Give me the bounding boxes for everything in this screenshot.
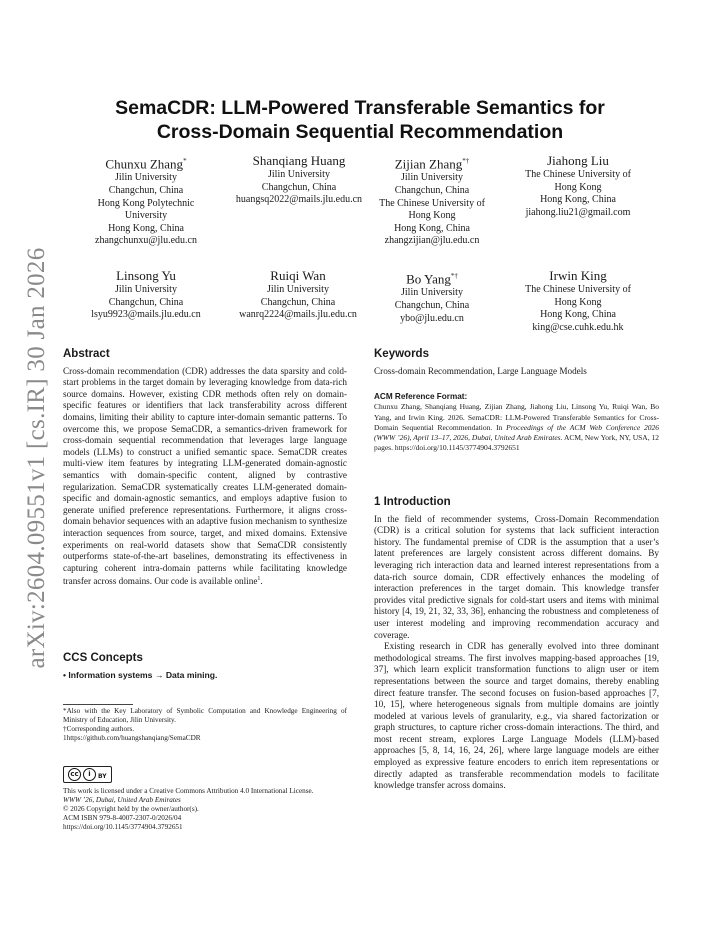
author-name: Linsong Yu: [116, 268, 176, 283]
abstract-section: Abstract Cross-domain recommendation (CDR) addresses the data sparsity and cold-start problems in the target domain by leveraging knowledge from data-rich source domains. However, existing CDR methods often rely on domain-specific features or identifiers that lack transferability across different domains, limiting their ability to capture inter-domain semantic patterns. To overcome this, we propose SemaCDR, a semantics-driven framework for cross-domain sequential recommendation that leverages large language models (LLMs) to construct a unified semantic space. SemaCDR creates multi-view item features by integrating LLM-generated domain-agnostic semantics with domain-specific content, aligned by contrastive regularization. SemaCDR systematically creates LLM-generated domain-specific and domain-agnostic semantics, and employs adaptive fusion to generate unified preference representations. Furthermore, it aligns cross-domain behavior sequences with an adaptive fusion mechanism to synthesize interaction sequences from source, target, and mixed domains. Extensive experiments on real-world datasets show that SemaCDR consistently outperforms state-of-the-art baselines, demonstrating its effectiveness in capturing coherent intra-domain patterns while facilitating knowledge transfer across domains. Our code is available online$^1$.: [63, 348, 347, 587]
footnote-rule: [63, 704, 133, 705]
author-email: jiahong.liu21@gmail.com: [525, 206, 631, 218]
isbn-line: ACM ISBN 979-8-4007-2307-0/2026/04: [63, 814, 182, 823]
author-mark: *†: [450, 272, 458, 280]
title-line-2: Cross-Domain Sequential Recommendation: [156, 121, 564, 143]
ccs-section: [63, 653, 347, 681]
author-affil: Changchun, China: [108, 296, 184, 308]
by-label: BY: [98, 772, 107, 780]
ccs-heading: CCS Concepts: [63, 652, 143, 664]
author-email: zhangzijian@jlu.edu.cn: [384, 235, 480, 247]
author-email: lsyu9923@mails.jlu.edu.cn: [91, 309, 201, 321]
introduction-heading: 1 Introduction: [374, 496, 451, 508]
cc-icon: cc: [68, 768, 81, 781]
footnote-2: †Corresponding authors.: [63, 725, 135, 734]
author-block-5: [63, 268, 229, 322]
author-name: Bo Yang: [406, 271, 451, 287]
author-affil: Jilin University: [401, 287, 463, 299]
footnote-mark: 1: [257, 576, 261, 583]
author-affil: The Chinese University of: [525, 169, 631, 180]
title-line-1: SemaCDR: LLM-Powered Transferable Semantics for: [115, 97, 605, 119]
arxiv-identifier: arXiv:2604.09551v1 [cs.IR] 30 Jan 2026: [23, 247, 50, 669]
footnote-3: 1https://github.com/huangshanqiang/SemaCDR: [63, 734, 201, 743]
acm-reference-heading: ACM Reference Format:: [374, 392, 468, 401]
doi-line: https://doi.org/10.1145/3774904.3792651: [63, 823, 183, 832]
author-block-7: [352, 268, 512, 325]
author-name: Chunxu Zhang: [105, 156, 184, 172]
author-affil: Jilin University: [401, 172, 463, 184]
author-name: Irwin King: [549, 268, 607, 283]
cc-by-badge: [63, 766, 112, 783]
author-affil: Hong Kong: [408, 210, 456, 222]
author-affil: Jilin University: [268, 169, 330, 180]
keywords-text: Cross-domain Recommendation, Large Language Models: [374, 365, 587, 376]
intro-paragraph-2: Existing research in CDR has generally evolved into three dominant methodological streams. The first involves mapping-based approaches [19, 37], which learn explicit transformation functions to align user or item representations between the source and target domains, thereby enabling direct feature transfer. The second focuses on fusion-based approaches [7, 10, 15], where heterogeneous signals from multiple domains are jointly modeled at various levels of granularity, e.g., via shared factorization or graph structures, to capture richer cross-domain interactions. The third, and most recent stream, explores Large Language Models (LLM)-based approaches [5, 8, 14, 16, 24, 26], where large language models are either employed as expressive feature encoders to enrich item representations or directly adapted as transferable recommendation models to facilitate knowledge transfer across domains.: [374, 641, 659, 791]
author-affil: Hong Kong Polytechnic: [97, 197, 195, 209]
author-email: zhangchunxu@jlu.edu.cn: [95, 235, 197, 247]
author-affil: Changchun, China: [394, 299, 470, 311]
author-block-3: [352, 153, 512, 248]
keywords-section: [374, 349, 659, 377]
author-name: Zijian Zhang: [394, 156, 463, 172]
author-mark: *†: [462, 157, 470, 165]
author-email: king@cse.cuhk.edu.hk: [532, 321, 624, 333]
author-affil: Hong Kong, China: [540, 309, 616, 321]
acm-reference-tail: . ACM, New York, NY, USA, 12 pages. https://doi.org/10.1145/3774904.3792651: [374, 433, 659, 453]
ccs-item: • Information systems → Data mining.: [63, 669, 218, 680]
author-name: Shanqiang Huang: [252, 153, 346, 168]
abstract-text: Cross-domain recommendation (CDR) addresses the data sparsity and cold-start problems in the target domain by leveraging knowledge from data-rich source domains. However, existing CDR methods often rely on domain-specific features or identifiers that lack transferability across different domains, limiting their ability to capture inter-domain semantic patterns. To overcome this, we propose SemaCDR, a semantics-driven framework for cross-domain sequential recommendation that leverages large language models (LLMs) to construct a unified semantic space. SemaCDR creates multi-view item features by integrating LLM-generated domain-agnostic semantics with domain-specific content, aligned by contrastive regularization. SemaCDR systematically creates LLM-generated domain-specific and domain-agnostic semantics, and employs adaptive fusion to generate unified preference representations. Furthermore, it aligns cross-domain behavior sequences with an adaptive fusion mechanism to synthesize interaction sequences from source, target, and mixed domains. Extensive experiments on real-world datasets show that SemaCDR consistently outperforms state-of-the-art baselines, demonstrating its effectiveness in capturing coherent intra-domain patterns while facilitating knowledge transfer across domains. Our code is available online: [63, 365, 347, 587]
author-block-1: [66, 153, 226, 248]
author-name: Ruiqi Wan: [270, 268, 326, 283]
author-affil: Hong Kong, China: [108, 222, 184, 234]
license-line: This work is licensed under a Creative Commons Attribution 4.0 International License.: [63, 787, 314, 795]
footnote-1: *Also with the Key Laboratory of Symbolic Computation and Knowledge Engineering of Ministry of Education, Jilin University.: [63, 707, 347, 725]
author-name: Jiahong Liu: [547, 153, 609, 168]
author-affil: Changchun, China: [108, 184, 184, 196]
author-affil: Jilin University: [115, 172, 177, 184]
attribution-icon: i: [83, 768, 96, 781]
author-email: wanrq2224@mails.jlu.edu.cn: [239, 309, 357, 321]
author-affil: Changchun, China: [260, 296, 336, 308]
keywords-heading: Keywords: [374, 348, 429, 360]
author-email: huangsq2022@mails.jlu.edu.cn: [235, 194, 363, 206]
author-block-8: [498, 268, 658, 334]
acm-reference: [374, 392, 659, 454]
acm-reference-venue: Proceedings of the ACM Web Conference 2026 (WWW ’26), April 13–17, 2026, Dubai, United Arab Emirates: [374, 422, 659, 443]
author-email: ybo@jlu.edu.cn: [400, 312, 464, 324]
paper-title: [0, 96, 720, 144]
arxiv-sidebar: [22, 248, 52, 668]
copyright-line: © 2026 Copyright held by the owner/author(s).: [63, 805, 199, 814]
author-affil: Changchun, China: [261, 181, 337, 193]
footnotes: [63, 707, 347, 743]
author-affil: Hong Kong: [554, 296, 602, 308]
acm-reference-authors: Chunxu Zhang, Shanqiang Huang, Zijian Zhang, Jiahong Liu, Linsong Yu, Ruiqi Wan, Bo Yang, and Irwin King. 2026. SemaCDR: LLM-Powered Transferable Semantics for Cross-Domain Sequential Recommendation. In: [374, 402, 659, 432]
author-affil: University: [124, 210, 168, 222]
conference-line: WWW ’26, Dubai, United Arab Emirates: [63, 796, 181, 805]
author-affil: Changchun, China: [394, 184, 470, 196]
author-affil: The Chinese University of: [525, 284, 631, 295]
author-affil: The Chinese University of: [379, 197, 485, 209]
introduction-section: [374, 497, 659, 792]
intro-paragraph-1: In the field of recommender systems, Cross-Domain Recommendation (CDR) is a critical solution for systems that lack sufficient interaction history. The fundamental premise of CDR is the assumption that a user’s latent preferences are largely consistent across different domains. By leveraging rich interaction data and learned interest representations from a data-rich source domain, CDR effectively enhances the modeling of interaction preferences in the target domain. This knowledge transfer provides vital predictive signals for cold-start users and items with minimal history [4, 19, 21, 32, 33, 36], enhancing the robustness and completeness of user interest modeling and improving recommendation accuracy and coverage.: [374, 513, 659, 640]
author-affil: Jilin University: [267, 284, 329, 295]
author-block-4: [498, 153, 658, 219]
author-affil: Jilin University: [115, 284, 177, 295]
license-block: [63, 766, 347, 832]
author-affil: Hong Kong, China: [540, 194, 616, 206]
author-mark: *: [183, 157, 187, 165]
author-affil: Hong Kong: [554, 181, 602, 193]
author-affil: Hong Kong, China: [394, 222, 470, 234]
abstract-heading: Abstract: [63, 348, 110, 360]
